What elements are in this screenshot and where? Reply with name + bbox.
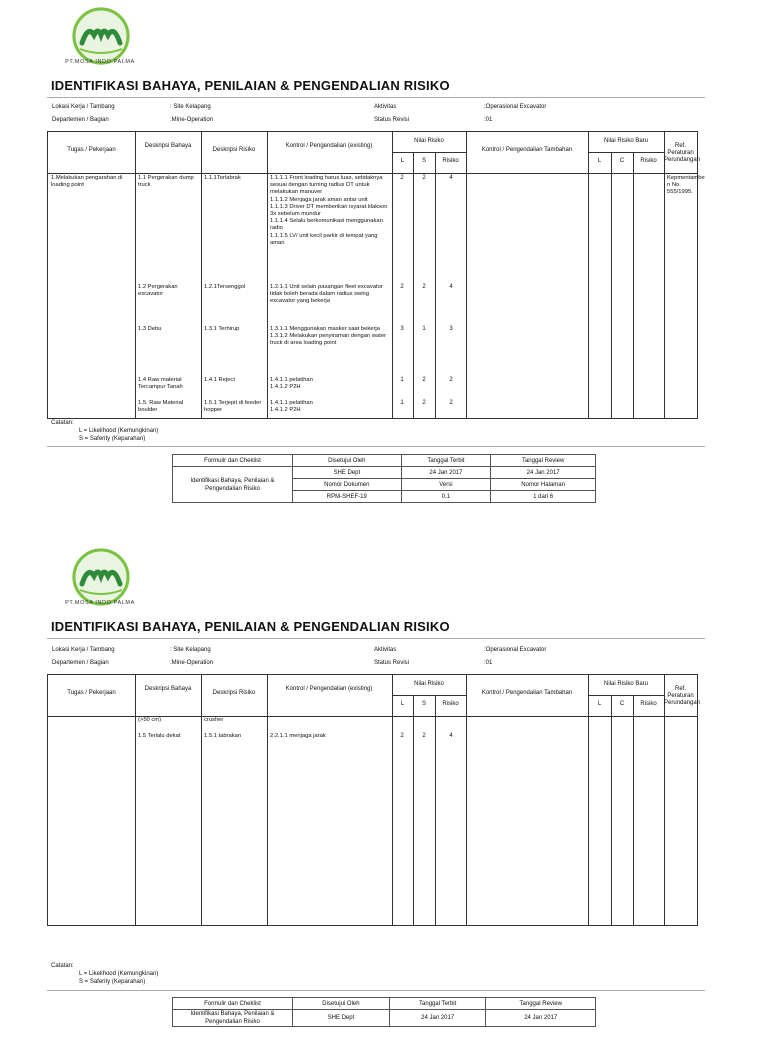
header-ref: Ref. Peraturan Perundangan bbox=[664, 143, 701, 163]
footer-review: 24 Jan 2017 bbox=[486, 1010, 596, 1027]
page-2 bbox=[0, 541, 768, 1053]
footer-table bbox=[172, 997, 596, 1027]
company-name: PT.MOSA INDO PALMA bbox=[65, 59, 135, 65]
row4-s: 2 bbox=[422, 377, 426, 383]
row3-r: 3 bbox=[449, 326, 453, 332]
header-nilai-risiko: Nilai Risiko bbox=[414, 681, 444, 687]
risk-table bbox=[47, 674, 701, 926]
row5-kontrol: 1.4.1.1 pelatihan 1.4.1.2 P2H bbox=[270, 400, 313, 414]
header-l: L bbox=[400, 701, 405, 707]
page-title: IDENTIFIKASI BAHAYA, PENILAIAN & PENGENDALIAN RISIKO bbox=[51, 619, 450, 634]
header-deskripsi-bahaya: Deskripsi Bahaya bbox=[144, 143, 192, 149]
page-title: IDENTIFIKASI BAHAYA, PENILAIAN & PENGENDALIAN RISIKO bbox=[51, 78, 450, 93]
footer-tanggal-review: Tanggal Review bbox=[491, 455, 596, 467]
company-logo-icon bbox=[70, 546, 132, 608]
row3-bahaya: 1.3 Debu bbox=[138, 326, 162, 332]
footer-approver: SHE Dept bbox=[293, 1010, 390, 1027]
p2-row2-s: 2 bbox=[422, 733, 426, 739]
aktivitas-row: Aktivitas :Operasional Excavator bbox=[374, 647, 547, 653]
row3-kontrol: 1.3.1.1 Menggunakan masker saat bekerja 1.3.1.2 Melakukan penyiraman dengan water truck di area loading point bbox=[270, 326, 387, 347]
row4-bahaya: 1.4 Raw material Tercampur Tanah bbox=[138, 377, 183, 391]
header-c: C bbox=[619, 158, 625, 164]
row1-bahaya: 1.1 Pergerakan dump truck bbox=[138, 175, 194, 189]
notes: Catatan: L = Likelihood (Kemungkinan) S = Saferity (Keparahan) bbox=[51, 963, 159, 985]
footer-doc-name: Identifikasi Bahaya, Penilaian & Pengendalian Risiko bbox=[173, 1010, 293, 1027]
footer-review: 24 Jan 2017 bbox=[491, 467, 596, 479]
p2-row2-r: 4 bbox=[449, 733, 453, 739]
risk-table bbox=[47, 131, 705, 419]
footer-tanggal-terbit: Tanggal Terbit bbox=[389, 998, 486, 1010]
footer-versi-val: 0.1 bbox=[401, 491, 491, 503]
company-logo-icon bbox=[70, 5, 132, 67]
departemen-row: Departemen / Bagian :Mine-Operation bbox=[52, 660, 214, 666]
row4-r: 2 bbox=[449, 377, 453, 383]
title-divider bbox=[47, 638, 705, 639]
row4-risiko: 1.4.1 Reject bbox=[204, 377, 235, 383]
row3-l: 3 bbox=[400, 326, 404, 332]
header-nilai-risiko-baru: Nilai Risiko Baru bbox=[603, 138, 648, 144]
lokasi-row: Lokasi Kerja / Tambang : Site Kelapang bbox=[52, 647, 211, 653]
status-row: Status Revisi :01 bbox=[374, 117, 493, 123]
footer-tanggal-review: Tanggal Review bbox=[486, 998, 596, 1010]
header-kontrol-tambahan: Kontrol / Pengendalian Tambahan bbox=[481, 690, 573, 696]
p2-row2-kontrol: 2.2.1.1 menjaga jarak bbox=[270, 733, 326, 739]
header-l: L bbox=[400, 158, 405, 164]
row4-l: 1 bbox=[400, 377, 404, 383]
title-divider bbox=[47, 97, 705, 98]
row5-risiko: 1.5.1 Terjepit di feeder hopper bbox=[204, 400, 262, 414]
page-1 bbox=[0, 0, 768, 512]
footer-terbit: 24 Jan 2017 bbox=[389, 1010, 486, 1027]
footer-approver: SHE Dept bbox=[293, 467, 402, 479]
row1-ref: Kepmentambe n No. 555/1995. bbox=[667, 175, 705, 196]
header-l-baru: L bbox=[597, 701, 602, 707]
row1-s: 2 bbox=[422, 175, 426, 181]
p2-row2-l: 2 bbox=[400, 733, 404, 739]
row5-r: 2 bbox=[449, 400, 453, 406]
footer-formulir: Formulir dan Cheklist bbox=[173, 455, 293, 467]
footer-versi: Versi bbox=[401, 479, 491, 491]
row3-risiko: 1.3.1 Terhirup bbox=[204, 326, 240, 332]
header-risiko-baru: Risiko bbox=[640, 158, 657, 164]
header-kontrol: Kontrol / Pengendalian (existing) bbox=[285, 686, 373, 692]
row3-s: 1 bbox=[422, 326, 426, 332]
header-s: S bbox=[421, 701, 426, 707]
row4-kontrol: 1.4.1.1 pelatihan 1.4.1.2 P2H bbox=[270, 377, 313, 391]
header-kontrol-tambahan: Kontrol / Pengendalian Tambahan bbox=[481, 147, 573, 153]
row2-risiko: 1.2.1Tersenggol bbox=[204, 284, 246, 290]
footer-formulir: Formulir dan Cheklist bbox=[173, 998, 293, 1010]
header-risiko-baru: Risiko bbox=[640, 701, 657, 707]
status-row: Status Revisi :01 bbox=[374, 660, 493, 666]
footer-tanggal-terbit: Tanggal Terbit bbox=[401, 455, 491, 467]
footer-halaman: 1 dari 6 bbox=[491, 491, 596, 503]
company-name: PT.MOSA INDO PALMA bbox=[65, 600, 135, 606]
header-kontrol: Kontrol / Pengendalian (existing) bbox=[285, 143, 373, 149]
footer-doc-name: Identifikasi Bahaya, Penilaian & Pengendalian Risiko bbox=[173, 467, 293, 503]
p2-row1-risiko: crusher bbox=[204, 717, 224, 723]
row5-s: 2 bbox=[422, 400, 426, 406]
header-s: S bbox=[421, 158, 426, 164]
header-risiko: Risiko bbox=[442, 158, 459, 164]
header-deskripsi-risiko: Deskripsi Risiko bbox=[212, 147, 256, 153]
footer-nomor-halaman: Nomor Halaman bbox=[491, 479, 596, 491]
header-c: C bbox=[619, 701, 625, 707]
header-l-baru: L bbox=[597, 158, 602, 164]
notes: Catatan: L = Likelihood (Kemungkinan) S = Saferity (Keparahan) bbox=[51, 420, 159, 442]
aktivitas-row: Aktivitas :Operasional Excavator bbox=[374, 104, 547, 110]
header-tugas: Tugas / Pekerjaan bbox=[67, 147, 116, 153]
row1-risiko: 1.1.1Terlabrak bbox=[204, 175, 241, 181]
header-risiko: Risiko bbox=[442, 701, 459, 707]
row5-bahaya: 1.5. Raw Material boulder bbox=[138, 400, 184, 414]
departemen-row: Departemen / Bagian :Mine-Operation bbox=[52, 117, 214, 123]
row2-bahaya: 1.2 Pergerakan excavator bbox=[138, 284, 178, 298]
p2-row2-bahaya: 1.5 Terlalu dekat bbox=[138, 733, 181, 739]
header-deskripsi-risiko: Deskripsi Risiko bbox=[212, 690, 256, 696]
p2-row2-risiko: 1.5.1 tabrakan bbox=[204, 733, 242, 739]
row1-tugas: 1.Melakukan pengarahan di loading point bbox=[51, 175, 123, 189]
header-nilai-risiko: Nilai Risiko bbox=[414, 138, 444, 144]
row2-l: 2 bbox=[400, 284, 404, 290]
row1-l: 2 bbox=[400, 175, 404, 181]
footer-table bbox=[172, 454, 596, 503]
row1-kontrol: 1.1.1.1 Front loading harus luas, setidaknya sesuai dengan turning radius DT untuk melakukan manuver 1.1.1.2 Menjaga jarak aman antar unit 1.1.1.3 Driver DT memberikan isyarat klakson 3x sebelum mundur 1.1.1.4 Selalu berkomunikasi menggunakan radio 1.1.1.5 LV/ unit kecil parkir di tempat yang aman bbox=[270, 175, 388, 246]
footer-disetujui: Disetujui Oleh bbox=[293, 998, 390, 1010]
notes-divider bbox=[47, 446, 705, 447]
row2-r: 4 bbox=[449, 284, 453, 290]
header-tugas: Tugas / Pekerjaan bbox=[67, 690, 116, 696]
footer-nomor-dokumen: Nomor Dokumen bbox=[293, 479, 402, 491]
footer-disetujui: Disetujui Oleh bbox=[293, 455, 402, 467]
header-nilai-risiko-baru: Nilai Risiko Baru bbox=[603, 681, 648, 687]
footer-terbit: 24 Jan 2017 bbox=[401, 467, 491, 479]
footer-doc-no: RPM-SHEF-19 bbox=[293, 491, 402, 503]
p2-row1-bahaya: (>50 cm) bbox=[138, 717, 162, 723]
lokasi-row: Lokasi Kerja / Tambang : Site Kelapang bbox=[52, 104, 211, 110]
row2-kontrol: 1.2.1.1 Unit selain pasangan fleet excavator tidak boleh berada dalam radius swing excavator yang bekerja bbox=[270, 284, 383, 305]
header-ref: Ref. Peraturan Perundangan bbox=[664, 686, 701, 706]
row5-l: 1 bbox=[400, 400, 404, 406]
row1-r: 4 bbox=[449, 175, 453, 181]
row2-s: 2 bbox=[422, 284, 426, 290]
notes-divider bbox=[47, 990, 705, 991]
header-deskripsi-bahaya: Deskripsi Bahaya bbox=[144, 686, 192, 692]
